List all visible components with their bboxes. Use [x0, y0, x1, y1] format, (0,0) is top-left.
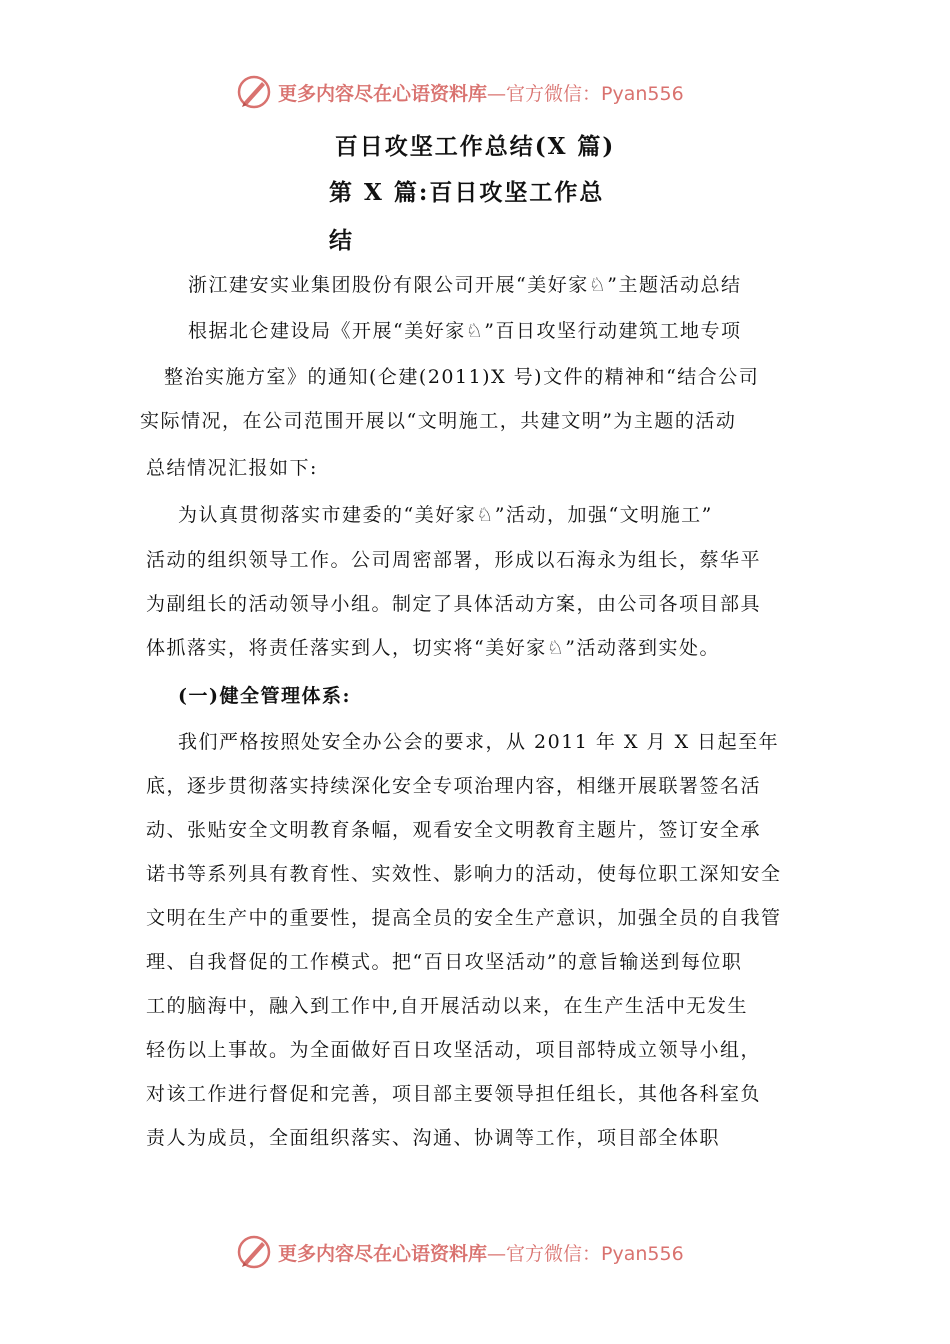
doc-title-line3: 结	[329, 227, 352, 254]
doc-title-line1: 百日攻坚工作总结(X 篇)	[334, 133, 616, 160]
body-line: 为副组长的活动领导小组。制定了具体活动方案，由公司各项目部具	[146, 593, 762, 615]
body-line: 根据北仑建设局《开展“美好家♘”百日攻坚行动建筑工地专项	[188, 320, 742, 342]
body-line: 我们严格按照处安全办公会的要求，从 2011 年 X 月 X 日起至年	[178, 731, 780, 753]
watermark-separator: —官方微信：	[487, 82, 602, 105]
body-line: 总结情况汇报如下:	[146, 457, 318, 479]
body-line: 动、张贴安全文明教育条幅，观看安全文明教育主题片，签订安全承	[146, 819, 762, 841]
body-line: 工的脑海中，融入到工作中,自开展活动以来，在生产生活中无发生	[146, 995, 749, 1017]
pen-logo-icon	[236, 74, 272, 110]
pen-logo-icon	[236, 1234, 272, 1270]
body-line: 诺书等系列具有教育性、实效性、影响力的活动，使每位职工深知安全	[146, 863, 782, 885]
body-line: 对该工作进行督促和完善，项目部主要领导担任组长，其他各科室负	[146, 1083, 762, 1105]
body-line: 浙江建安实业集团股份有限公司开展“美好家♘”主题活动总结	[188, 274, 742, 296]
body-line: 轻伤以上事故。为全面做好百日攻坚活动，项目部特成立领导小组，	[146, 1039, 762, 1061]
body-line: 理、自我督促的工作模式。把“百日攻坚活动”的意旨输送到每位职	[146, 951, 743, 973]
body-line: 体抓落实，将责任落实到人，切实将“美好家♘”活动落到实处。	[146, 637, 720, 659]
watermark-banner-bottom	[236, 1232, 756, 1272]
section-heading: (一)健全管理体系:	[178, 685, 351, 707]
watermark-wechat-id: Pyan556	[601, 82, 684, 105]
watermark-main-text: 更多内容尽在心语资料库	[278, 1242, 488, 1265]
body-line: 文明在生产中的重要性，提高全员的安全生产意识，加强全员的自我管	[146, 907, 782, 929]
body-line: 整治实施方室》的通知(仑建(2011)X 号)文件的精神和“结合公司	[164, 366, 760, 388]
watermark-banner-top	[236, 72, 756, 112]
watermark-main-text: 更多内容尽在心语资料库	[278, 82, 488, 105]
body-line: 为认真贯彻落实市建委的“美好家♘”活动，加强“文明施工”	[178, 504, 713, 526]
watermark-wechat-id: Pyan556	[601, 1242, 684, 1265]
watermark-separator: —官方微信：	[487, 1242, 602, 1265]
doc-title-line2: 第 X 篇:百日攻坚工作总	[329, 179, 605, 206]
body-line: 实际情况，在公司范围开展以“文明施工，共建文明”为主题的活动	[140, 410, 737, 432]
body-line: 责人为成员，全面组织落实、沟通、协调等工作，项目部全体职	[146, 1127, 721, 1149]
body-line: 底，逐步贯彻落实持续深化安全专项治理内容，相继开展联署签名活	[146, 775, 762, 797]
body-line: 活动的组织领导工作。公司周密部署，形成以石海永为组长，蔡华平	[146, 549, 762, 571]
